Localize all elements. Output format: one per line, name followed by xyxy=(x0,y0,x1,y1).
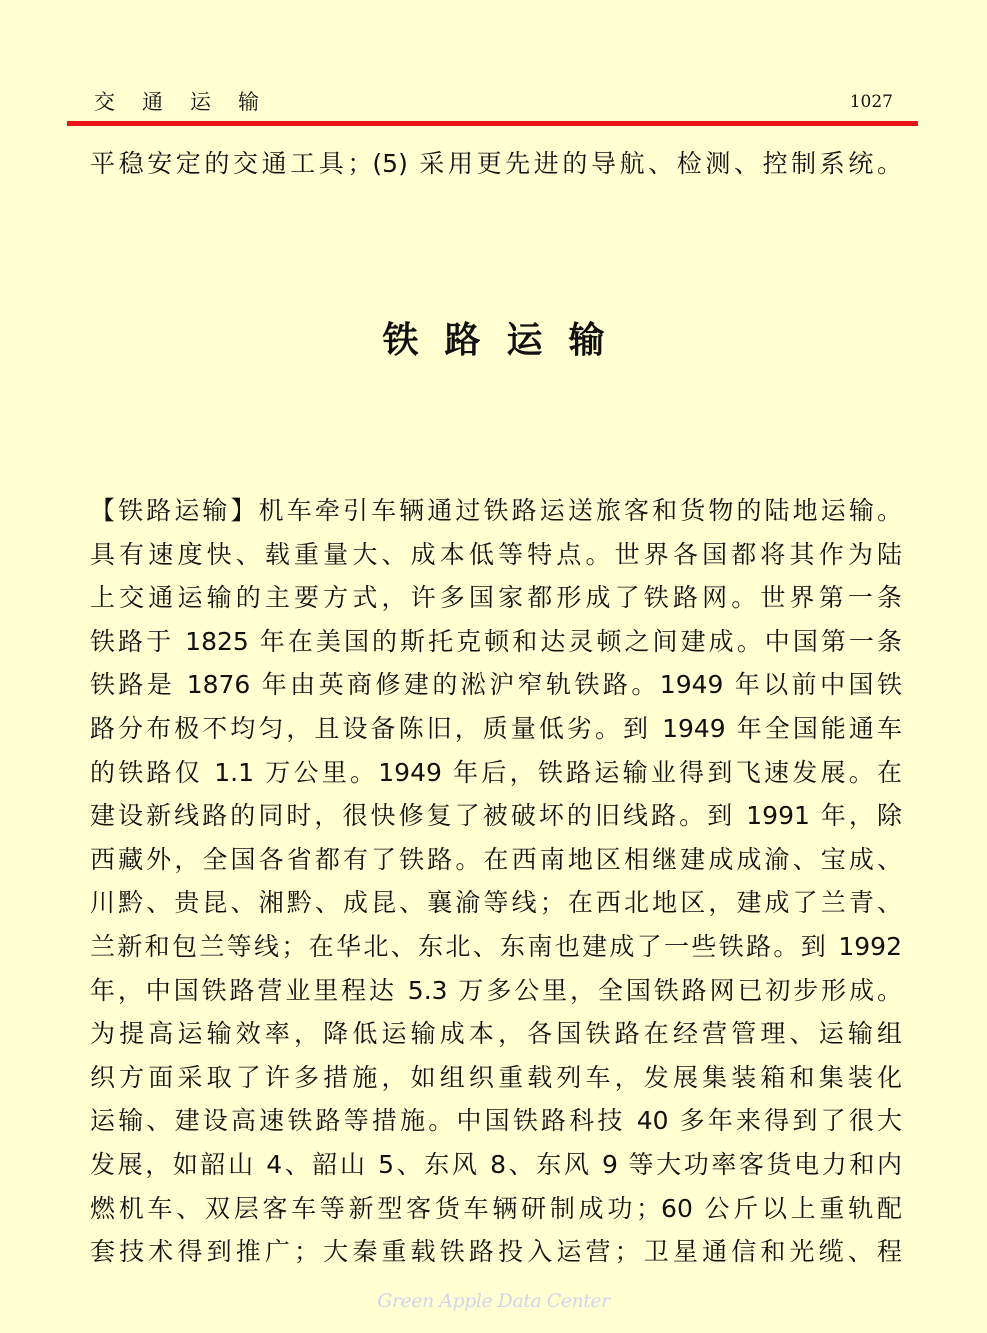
header-rule xyxy=(67,121,918,126)
watermark: Green Apple Data Center xyxy=(377,1290,610,1312)
body-text-line: 西藏外，全国各省都有了铁路。在西南地区相继建成成渝、宝成、 xyxy=(90,844,902,874)
body-text-line: 发展，如韶山 4、韶山 5、东风 8、东风 9 等大功率客货电力和内 xyxy=(90,1149,902,1179)
body-text-line: 兰新和包兰等线；在华北、东北、东南也建成了一些铁路。到 1992 xyxy=(90,931,902,961)
continued-paragraph-line: 平稳安定的交通工具；(5) 采用更先进的导航、检测、控制系统。 xyxy=(90,149,902,178)
body-text-line: 织方面采取了许多措施，如组织重载列车，发展集装箱和集装化 xyxy=(90,1062,902,1092)
body-text-line: 年，中国铁路营业里程达 5.3 万多公里，全国铁路网已初步形成。 xyxy=(90,975,902,1005)
body-text-line: 运输、建设高速铁路等措施。中国铁路科技 40 多年来得到了很大 xyxy=(90,1106,902,1136)
body-text-line: 为提高运输效率，降低运输成本，各国铁路在经营管理、运输组 xyxy=(90,1019,902,1049)
section-title: 铁路运输 xyxy=(382,320,631,361)
body-text-line: 上交通运输的主要方式，许多国家都形成了铁路网。世界第一条 xyxy=(90,583,902,613)
page-number: 1027 xyxy=(849,92,893,112)
article-body xyxy=(90,494,902,1279)
body-text-line: 路分布极不均匀，且设备陈旧，质量低劣。到 1949 年全国能通车 xyxy=(90,713,902,743)
body-text-line: 燃机车、双层客车等新型客货车辆研制成功；60 公斤以上重轨配 xyxy=(90,1193,902,1223)
body-text-line: 【铁路运输】机车牵引车辆通过铁路运送旅客和货物的陆地运输。 xyxy=(90,496,902,525)
body-text-line: 具有速度快、载重量大、成本低等特点。世界各国都将其作为陆 xyxy=(90,539,902,569)
body-text-line: 铁路于 1825 年在美国的斯托克顿和达灵顿之间建成。中国第一条 xyxy=(90,626,902,656)
body-text-line: 铁路是 1876 年由英商修建的淞沪窄轨铁路。1949 年以前中国铁 xyxy=(90,670,902,700)
body-text-line: 川黔、贵昆、湘黔、成昆、襄渝等线；在西北地区，建成了兰青、 xyxy=(90,888,902,918)
running-header-section: 交通运输 xyxy=(94,90,286,114)
body-text-line: 建设新线路的同时，很快修复了被破坏的旧线路。到 1991 年，除 xyxy=(90,801,902,831)
body-text-line: 的铁路仅 1.1 万公里。1949 年后，铁路运输业得到飞速发展。在 xyxy=(90,757,902,787)
body-text-line: 套技术得到推广；大秦重载铁路投入运营；卫星通信和光缆、程 xyxy=(90,1237,902,1267)
